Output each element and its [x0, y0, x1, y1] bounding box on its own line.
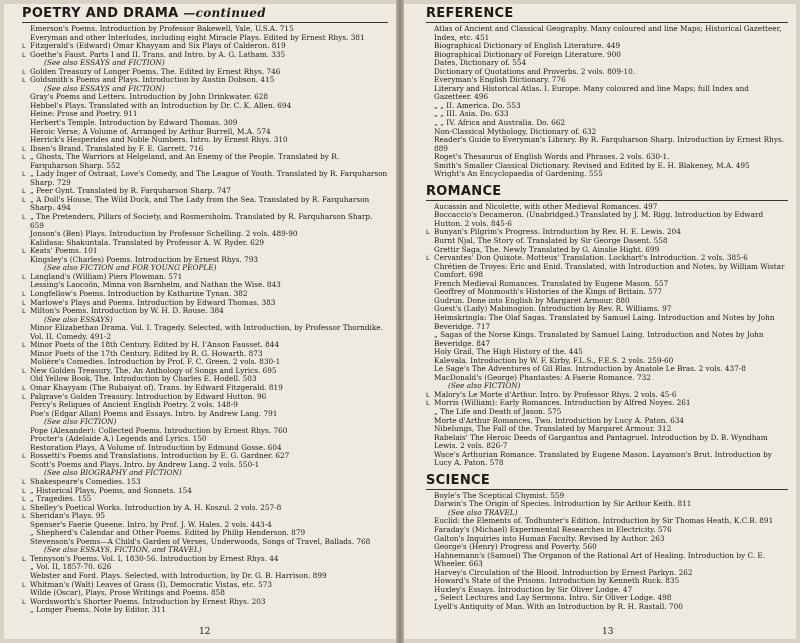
- catalogue-entry: [426, 170, 788, 179]
- entry-text: „ The Life and Death of Jason. 575: [434, 406, 562, 416]
- heading-rule: [426, 200, 788, 201]
- entry-text: Harvey's Circulation of the Blood. Introduction by Ernest Parkyn. 262: [434, 567, 693, 577]
- entry-text: Hahnemann's (Samuel) The Organon of the Rational Art of Healing. Introduction by C. E. Wheeler. 663: [434, 550, 766, 569]
- entry-text: Roget's Thesaurus of English Words and Phrases. 2 vols. 630-1.: [434, 152, 670, 162]
- entry-text: (See also ESSAYS and FICTION): [44, 83, 165, 93]
- entry-text: Kalevala. Introduction by W. F. Kirby, F.L.S., F.E.S. 2 vols. 259-60: [434, 355, 674, 365]
- entry-text: French Medieval Romances. Translated by Eugene Mason. 557: [434, 278, 669, 288]
- entry-text: Webster and Ford. Plays. Selected, with Introduction, by Dr. G. B. Harrison. 899: [30, 571, 327, 580]
- entry-text: Galton's Inquiries into Human Faculty. Revised by Author. 263: [434, 533, 665, 543]
- edition-mark: L: [22, 512, 26, 521]
- entry-text: Stevenson's Poems—A Child's Garden of Verses, Underwoods, Songs of Travel, Ballads. 768: [30, 536, 371, 546]
- catalogue-entry: [426, 603, 788, 612]
- entry-text: „ „ II. America. Do. 553: [434, 100, 521, 110]
- entry-text: Dictionary of Quotations and Proverbs. 2 vols. 809-10.: [434, 66, 636, 76]
- entry-list: [426, 25, 788, 179]
- entry-text: Percy's Reliques of Ancient English Poetry. 2 vols. 148-9: [30, 400, 238, 410]
- entry-text: Aucassin and Nicolette, with other Medieval Romances. 497: [434, 201, 658, 211]
- entry-text: „ Ghosts, The Warriors at Helgeland, and An Enemy of the People. Translated by R. Farquharson Sharp. 552: [30, 152, 340, 170]
- entry-text: Everyman's English Dictionary. 776: [434, 75, 566, 85]
- entry-text: Wilde (Oscar), Plays, Prose Writings and Poems. 858: [30, 588, 225, 598]
- entry-text: „ „ III. Asia. Do. 633: [434, 109, 509, 119]
- edition-mark: L: [426, 228, 430, 237]
- entry-text: Smith's Smaller Classical Dictionary. Revised and Edited by E. H. Blakeney, M.A. 495: [434, 160, 750, 170]
- entry-text: (See also BIOGRAPHY and FICTION): [44, 468, 182, 478]
- entry-text: Scott's Poems and Plays. Intro. by Andrew Lang. 2 vols. 550-1: [30, 459, 260, 469]
- entry-text: Kingsley's (Charles) Poems. Introduction by Ernest Rhys. 793: [30, 254, 259, 264]
- entry-text: Ibsen's Brand. Translated by F. E. Garrett. 716: [30, 143, 204, 153]
- edition-mark: L: [22, 597, 26, 606]
- left-page: [4, 4, 396, 639]
- edition-mark: L: [22, 42, 26, 51]
- entry-text: Geoffrey of Monmouth's Histories of the Kings of Britain. 577: [434, 287, 663, 297]
- edition-mark: L: [22, 366, 26, 375]
- edition-mark: L: [22, 76, 26, 85]
- edition-mark: L: [22, 307, 26, 316]
- entry-text: Goldsmith's Poems and Plays. Introduction by Austin Dobson. 415: [30, 75, 275, 85]
- catalogue-entry: [22, 606, 388, 615]
- edition-mark: L: [22, 580, 26, 589]
- entry-text: Heimskringla: The Olaf Sagas. Translated by Samuel Laing. Introduction and Notes by John Beveridge. 717: [434, 312, 775, 331]
- entry-text: Spenser's Faerie Queene. Intro. by Prof. J. W. Hales. 2 vols. 443-4: [30, 519, 272, 529]
- entry-text: Bunyan's Pilgrim's Progress. Introduction by Rev. H. E. Lewis. 204: [434, 227, 681, 237]
- entry-text: „ Longer Poems. Note by Editor. 311: [30, 605, 166, 615]
- entry-text: Reader's Guide to Everyman's Library. By R. Farquharson Sharp. Introduction by Ernest Rhys. 889: [434, 135, 785, 153]
- entry-text: Biographical Dictionary of Foreign Literature. 900: [434, 49, 621, 59]
- entry-text: „ The Pretenders, Pillars of Society, and Rosmersholm. Translated by R. Farquharson Sharp. 659: [30, 212, 373, 230]
- entry-text: Minor Poets of the 18th Century. Edited by H. I'Anson Fausset. 844: [30, 340, 280, 350]
- entry-text: Guest's (Lady) Mabinogion. Introduction by Rev. R. Williams. 97: [434, 304, 672, 314]
- edition-mark: L: [22, 486, 26, 495]
- entry-text: Lyell's Antiquity of Man. With an Introduction by R. H. Rastall. 700: [434, 601, 683, 611]
- entry-text: Everyman and other Interludes, including eight Miracle Plays. Edited by Ernest Rhys. 381: [30, 32, 365, 42]
- entry-text: „ Vol. II, 1857-70. 626: [30, 562, 112, 572]
- catalogue-entry: [426, 331, 788, 348]
- entry-text: Chrétien de Troyes: Eric and Enid. Translated, with Introduction and Notes, by William Wistar Comfort. 698: [434, 261, 785, 280]
- section-reference: [426, 6, 788, 179]
- edition-mark: L: [426, 399, 430, 408]
- entry-text: New Golden Treasury, The. An Anthology of Songs and Lyrics. 695: [30, 365, 277, 375]
- entry-text: Heine: Prose and Poetry. 911: [30, 109, 138, 119]
- entry-list: [426, 203, 788, 468]
- entry-text: Howard's State of the Prisons. Introduction by Kenneth Ruck. 835: [434, 576, 680, 586]
- entry-list: [426, 492, 788, 612]
- entry-text: Keats' Poems. 101: [30, 246, 98, 256]
- edition-mark: L: [22, 153, 26, 162]
- entry-text: „ Lady Inger of Ostraat, Love's Comedy, and The League of Youth. Translated by R. Farquharson Sharp. 729: [30, 169, 388, 187]
- entry-text: Gudrun. Done into English by Margaret Armour. 880: [434, 295, 630, 305]
- section-science: [426, 473, 788, 612]
- entry-text: Grettir Saga, The. Newly Translated by G. Ainslie Hight. 699: [434, 244, 660, 254]
- edition-mark: L: [22, 213, 26, 222]
- edition-mark: L: [22, 503, 26, 512]
- catalogue-entry: [426, 434, 788, 451]
- entry-text: (See also FICTION and FOR YOUNG PEOPLE): [44, 263, 217, 273]
- entry-text: Emerson's Poems. Introduction by Professor Bakewell, Yale, U.S.A. 715: [30, 24, 294, 33]
- entry-text: Wace's Arthurian Romance. Translated by Eugene Mason. Layamon's Brut. Introduction by Lucy A. Paton. 578: [434, 449, 772, 468]
- entry-text: Holy Grail, The High History of the. 445: [434, 347, 583, 357]
- edition-mark: L: [22, 67, 26, 76]
- catalogue-entry: [426, 136, 788, 153]
- entry-text: „ A Doll's House, The Wild Duck, and The Lady from the Sea. Translated by R. Farquharson Sharp. 494: [30, 194, 370, 213]
- heading-rule: [22, 22, 388, 23]
- entry-text: Sheridan's Plays. 95: [30, 511, 106, 521]
- entry-text: Shakespeare's Comedies. 153: [30, 476, 141, 486]
- book-gutter: [396, 0, 404, 643]
- section-heading: ROMANCE: [426, 183, 502, 199]
- edition-mark: L: [22, 452, 26, 461]
- entry-text: Minor Poets of the 17th Century. Edited by R. G. Howarth. 873: [30, 348, 263, 358]
- entry-text: Atlas of Ancient and Classical Geography. Many coloured and line Maps; Historical Gazetteer, Index, etc. 451: [434, 24, 782, 42]
- entry-text: Poe's (Edgar Allan) Poems and Essays. Intro. by Andrew Lang. 791: [30, 408, 278, 418]
- entry-list: [22, 25, 388, 615]
- entry-text: Langland's (William) Piers Plowman. 571: [30, 271, 183, 281]
- entry-text: „ Shepherd's Calendar and Other Poems. Edited by Philip Henderson. 879: [30, 528, 306, 538]
- entry-text: Morte d'Arthur Romances, Two. Introduction by Lucy A. Paton. 634: [434, 415, 685, 425]
- section-list: [426, 6, 788, 611]
- entry-text: Wright's An Encyclopaedia of Gardening. 555: [434, 169, 603, 179]
- entry-text: „ „ IV. Africa and Australia. Do. 662: [434, 118, 565, 128]
- entry-text: Non-Classical Mythology, Dictionary of. 632: [434, 126, 597, 136]
- entry-text: „ Sagas of the Norse Kings. Translated by Samuel Laing. Introduction and Notes by John Beveridge. 847: [434, 330, 764, 348]
- edition-mark: L: [22, 247, 26, 256]
- catalogue-entry: [426, 85, 788, 102]
- entry-text: Nibelungs, The Fall of the. Translated by Margaret Armour. 312: [434, 424, 672, 434]
- entry-text: Shelley's Poetical Works. Introduction by A. H. Koszul. 2 vols. 257-8: [30, 502, 282, 512]
- entry-text: Pope (Alexander): Collected Poems. Introduction by Ernest Rhys. 760: [30, 425, 288, 435]
- catalogue-entry: [426, 552, 788, 569]
- entry-text: „ Peer Gynt. Translated by R. Farquharson Sharp. 747: [30, 186, 231, 196]
- edition-mark: L: [22, 477, 26, 486]
- catalogue-entry: [426, 314, 788, 331]
- entry-text: Kalidasa: Shakuntala. Translated by Professor A. W. Ryder. 629: [30, 237, 265, 247]
- entry-text: George's (Henry) Progress and Poverty. 560: [434, 542, 597, 552]
- page-number: 12: [199, 627, 211, 637]
- catalogue-entry: [22, 153, 388, 170]
- edition-mark: L: [22, 195, 26, 204]
- entry-text: Omar Khayyam (The Rubaiyat of). Trans. by Edward Fitzgerald. 819: [30, 382, 283, 392]
- catalogue-entry: [426, 211, 788, 228]
- entry-text: Hebbel's Plays. Translated with an Introduction by Dr. C. K. Allen. 694: [30, 100, 292, 110]
- entry-text: (See also ESSAYS): [44, 314, 113, 324]
- heading-rule: [426, 489, 788, 490]
- entry-text: „ Historical Plays, Poems, and Sonnets. 154: [30, 485, 192, 495]
- entry-text: „ Select Lectures and Lay Sermons. Intro. Sir Oliver Lodge. 498: [434, 593, 672, 603]
- entry-text: Huxley's Essays. Introduction by Sir Oliver Lodge. 47: [434, 584, 633, 594]
- entry-text: Heroic Verse, A Volume of. Arranged by Arthur Burrell, M.A. 574: [30, 126, 271, 136]
- edition-mark: L: [22, 341, 26, 350]
- entry-text: Longfellow's Poems. Introduction by Katharine Tynan. 382: [30, 288, 248, 298]
- heading-rule: [426, 22, 788, 23]
- entry-text: Faraday's (Michael) Experimental Researches in Electricity. 576: [434, 524, 672, 534]
- entry-text: Restoration Plays, A Volume of. Introduction by Edmund Gosse. 604: [30, 442, 282, 452]
- entry-text: Rabelais' The Heroic Deeds of Gargantua and Pantagruel. Introduction by D. B. Wyndham Lewis. 2 vols. 826-7: [434, 432, 768, 451]
- entry-text: Gray's Poems and Letters. Introduction by John Drinkwater. 628: [30, 92, 268, 102]
- entry-text: Golden Treasury of Longer Poems, The. Edited by Ernest Rhys. 746: [30, 66, 281, 76]
- entry-text: Boccaccio's Decameron. (Unabridged.) Translated by J. M. Rigg. Introduction by Edward Hutton. 2 vols. 845-6: [434, 210, 764, 228]
- section-heading-poetry-drama: [22, 6, 388, 21]
- edition-mark: L: [22, 187, 26, 196]
- entry-text: Wordsworth's Shorter Poems. Introduction by Ernest Rhys. 203: [30, 596, 266, 606]
- entry-text: Le Sage's The Adventures of Gil Blas. Introduction by Anatole Le Bras. 2 vols. 437-8: [434, 364, 746, 374]
- entry-text: Cervantes' Don Quixote. Motteux' Translation. Lockhart's Introduction. 2 vols. 385-6: [434, 253, 748, 263]
- entry-text: Lessing's Laocoön, Minna von Barnhelm, and Nathan the Wise. 843: [30, 280, 281, 290]
- catalogue-entry: [22, 196, 388, 213]
- page-number: 13: [602, 627, 614, 637]
- entry-text: Minor Elizabethan Drama. Vol. I. Tragedy. Selected, with Introduction, by Professor Thorndike. Vol. II. Comedy. 491-2: [30, 323, 383, 341]
- edition-mark: L: [22, 298, 26, 307]
- heading-continued: —continued: [183, 6, 266, 20]
- catalogue-entry: [426, 451, 788, 468]
- entry-text: Palgrave's Golden Treasury. Introduction by Edward Hutton. 96: [30, 391, 267, 401]
- edition-mark: L: [22, 495, 26, 504]
- heading-main: POETRY AND DRAMA: [22, 6, 179, 21]
- edition-mark: L: [426, 254, 430, 263]
- entry-text: Molière's Comedies. Introduction by Prof. F. C. Green. 2 vols. 830-1: [30, 357, 281, 367]
- entry-text: Rossetti's Poems and Translations. Introduction by E. G. Gardner. 627: [30, 451, 290, 461]
- section-heading: SCIENCE: [426, 472, 491, 488]
- entry-text: Fitzgerald's (Edward) Omar Khayyam and Six Plays of Calderon. 819: [30, 41, 286, 51]
- entry-text: Literary and Historical Atlas. I. Europe. Many coloured and line Maps; full Index and Gazetteer. 496: [434, 83, 749, 102]
- edition-mark: L: [22, 392, 26, 401]
- entry-text: Herrick's Hesperides and Noble Numbers. Intro. by Ernest Rhys. 310: [30, 135, 288, 145]
- entry-text: Tennyson's Poems. Vol. I, 1830-56. Introduction by Ernest Rhys. 44: [30, 553, 279, 563]
- entry-text: (See also FICTION): [448, 381, 521, 391]
- catalogue-entry: [22, 324, 388, 341]
- catalogue-entry: [22, 213, 388, 230]
- entry-text: Milton's Poems. Introduction by W. H. D. Rouse. 384: [30, 306, 224, 316]
- entry-text: Old Yellow Book, The. Introduction by Charles E. Hodell. 503: [30, 374, 257, 384]
- entry-text: (See also ESSAYS and FICTION): [44, 58, 165, 68]
- entry-text: Jonson's (Ben) Plays. Introduction by Professor Schelling. 2 vols. 489-90: [30, 229, 298, 239]
- edition-mark: L: [426, 390, 430, 399]
- entry-text: (See also TRAVEL): [448, 507, 518, 517]
- section-heading: REFERENCE: [426, 6, 514, 21]
- catalogue-entry: [22, 170, 388, 187]
- entry-text: Burnt Njal, The Story of. Translated by Sir George Dasent. 558: [434, 236, 668, 246]
- edition-mark: L: [22, 144, 26, 153]
- catalogue-entry: [426, 263, 788, 280]
- entry-text: Goethe's Faust. Parts I and II. Trans. and Intro. by A. G. Latham. 335: [30, 49, 286, 59]
- entry-text: „ Tragedies. 155: [30, 494, 92, 504]
- entry-text: Dates, Dictionary of. 554: [434, 58, 527, 68]
- entry-text: Marlowe's Plays and Poems. Introduction by Edward Thomas. 383: [30, 297, 276, 307]
- entry-text: Procter's (Adelaide A.) Legends and Lyrics. 150: [30, 434, 207, 444]
- entry-text: Whitman's (Walt) Leaves of Grass (I), Democratic Vistas, etc. 573: [30, 579, 272, 589]
- entry-text: (See also FICTION): [44, 417, 117, 427]
- section-romance: [426, 184, 788, 468]
- entry-text: Malory's Le Morte d'Arthur. Intro. by Professor Rhys. 2 vols. 45-6: [434, 389, 677, 399]
- edition-mark: L: [22, 383, 26, 392]
- entry-text: Morris (William): Early Romances. Introduction by Alfred Noyes. 261: [434, 398, 691, 408]
- edition-mark: L: [22, 272, 26, 281]
- edition-mark: L: [22, 554, 26, 563]
- entry-text: Biographical Dictionary of English Literature. 449: [434, 41, 621, 51]
- entry-text: (See also ESSAYS, FICTION, and TRAVEL): [44, 545, 202, 555]
- edition-mark: L: [22, 289, 26, 298]
- catalogue-entry: [426, 25, 788, 42]
- entry-text: Euclid: the Elements of. Todhunter's Edition. Introduction by Sir Thomas Heath, K.C.B. 891: [434, 516, 774, 526]
- edition-mark: L: [22, 170, 26, 179]
- edition-mark: L: [22, 50, 26, 59]
- entry-text: Darwin's The Origin of Species. Introduction by Sir Arthur Keith. 811: [434, 499, 692, 509]
- entry-text: MacDonald's (George) Phantastes: A Faerie Romance. 732: [434, 372, 651, 382]
- right-page: [404, 4, 796, 639]
- entry-text: Boyle's The Sceptical Chymist. 559: [434, 490, 565, 500]
- entry-text: Herbert's Temple. Introduction by Edward Thomas. 309: [30, 118, 238, 128]
